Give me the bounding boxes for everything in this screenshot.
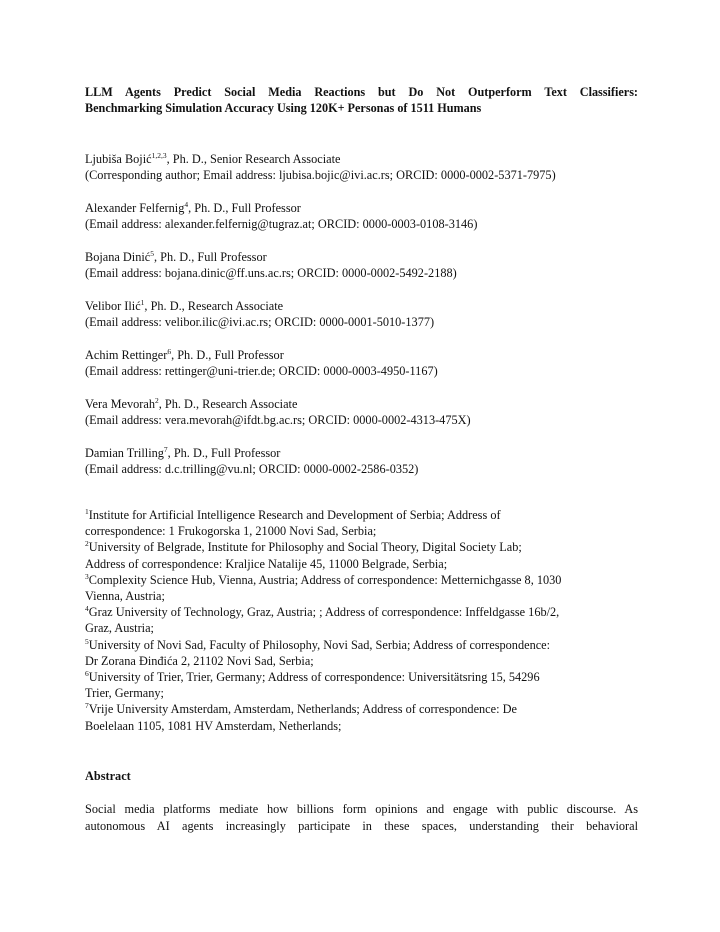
author-name: Achim Rettinger (85, 348, 168, 362)
author-role: , Ph. D., Full Professor (171, 348, 284, 362)
affiliation-number: 5 (85, 636, 89, 646)
affiliation-number: 3 (85, 571, 89, 581)
author-contact: (Email address: d.c.trilling@vu.nl; ORCID: 0000-0002-2586-0352) (85, 462, 419, 477)
affiliation-line: Vienna, Austria; (85, 589, 165, 604)
author-affiliation-marker: 1 (140, 297, 145, 307)
author-name: Damian Trilling (85, 446, 164, 460)
abstract-line: Social media platforms mediate how billions form opinions and engage with public discourse. As (85, 802, 638, 816)
author-entry (85, 396, 645, 445)
author-list (85, 151, 645, 494)
author-contact: (Email address: velibor.ilic@ivi.ac.rs; ORCID: 0000-0001-5010-1377) (85, 315, 435, 330)
affiliation-line: University of Belgrade, Institute for Philosophy and Social Theory, Digital Society Lab; (88, 540, 522, 555)
title-line-1: LLM Agents Predict Social Media Reactions but Do Not Outperform Text Classifiers: (85, 85, 638, 99)
author-role: , Ph. D., Research Associate (158, 397, 298, 411)
author-affiliation-marker: 6 (167, 346, 172, 356)
affiliation-line: Graz, Austria; (85, 621, 154, 636)
affiliation-list (85, 507, 645, 734)
author-role: , Ph. D., Senior Research Associate (166, 152, 341, 166)
affiliation-entry (85, 507, 645, 539)
affiliation-number: 2 (85, 539, 89, 549)
abstract-line: autonomous AI agents increasingly participate in these spaces, understanding their behavioral (85, 819, 638, 833)
affiliation-number: 1 (85, 506, 89, 516)
author-name: Bojana Dinić (85, 250, 151, 264)
title-line-2: Benchmarking Simulation Accuracy Using 120K+ Personas of 1511 Humans (85, 100, 482, 115)
affiliation-number: 4 (85, 604, 89, 614)
affiliation-line: University of Trier, Trier, Germany; Address of correspondence: Universitätsring 15, 54296 (88, 670, 540, 685)
author-contact: (Email address: alexander.felfernig@tugraz.at; ORCID: 0000-0003-0108-3146) (85, 217, 478, 232)
author-name: Ljubiša Bojić (85, 152, 152, 166)
affiliation-line: Trier, Germany; (85, 686, 164, 701)
abstract-heading: Abstract (85, 769, 131, 783)
author-role: , Ph. D., Research Associate (144, 299, 284, 313)
author-affiliation-marker: 7 (163, 444, 168, 454)
affiliation-line: Graz University of Technology, Graz, Austria; ; Address of correspondence: Inffeldgasse 16b/2, (88, 605, 560, 620)
author-entry (85, 445, 645, 494)
affiliation-line: Dr Zorana Đinđića 2, 21102 Novi Sad, Serbia; (85, 653, 314, 668)
author-contact: (Email address: rettinger@uni-trier.de; ORCID: 0000-0003-4950-1167) (85, 364, 438, 379)
affiliation-line: Complexity Science Hub, Vienna, Austria; Address of correspondence: Metternichgasse 8, 1030 (88, 572, 562, 587)
affiliation-entry (85, 572, 645, 604)
affiliation-line: Address of correspondence: Kraljice Natalije 45, 11000 Belgrade, Serbia; (85, 556, 448, 571)
author-name: Velibor Ilić (85, 299, 141, 313)
affiliation-line: Boelelaan 1105, 1081 HV Amsterdam, Netherlands; (85, 718, 342, 733)
author-contact: (Email address: vera.mevorah@ifdt.bg.ac.rs; ORCID: 0000-0002-4313-475X) (85, 413, 471, 428)
author-entry (85, 298, 645, 347)
author-name: Alexander Felfernig (85, 201, 185, 215)
affiliation-line: University of Novi Sad, Faculty of Philosophy, Novi Sad, Serbia; Address of correspondence: (88, 637, 551, 652)
author-affiliation-marker: 5 (150, 248, 154, 258)
paper-title (85, 85, 638, 116)
author-entry (85, 200, 645, 249)
affiliation-entry (85, 637, 645, 669)
abstract-body (85, 801, 638, 835)
affiliation-entry (85, 539, 645, 571)
author-role: , Ph. D., Full Professor (167, 446, 281, 460)
affiliation-number: 7 (85, 701, 89, 711)
author-name: Vera Mevorah (85, 397, 155, 411)
affiliation-line: correspondence: 1 Frukogorska 1, 21000 Novi Sad, Serbia; (85, 524, 377, 539)
affiliation-entry (85, 701, 645, 733)
author-role: , Ph. D., Full Professor (188, 201, 301, 215)
author-entry (85, 249, 645, 298)
affiliation-number: 6 (85, 668, 89, 678)
author-affiliation-marker: 4 (184, 199, 189, 209)
author-role: , Ph. D., Full Professor (153, 250, 267, 264)
author-entry (85, 151, 645, 200)
author-affiliation-marker: 2 (155, 395, 159, 405)
affiliation-entry (85, 604, 645, 636)
affiliation-entry (85, 669, 645, 701)
author-affiliation-marker: 1,2,3 (151, 150, 167, 160)
affiliation-line: Vrije University Amsterdam, Amsterdam, Netherlands; Address of correspondence: De (88, 702, 517, 717)
affiliation-line: Institute for Artificial Intelligence Research and Development of Serbia; Address of (88, 508, 501, 522)
author-contact: (Email address: bojana.dinic@ff.uns.ac.rs; ORCID: 0000-0002-5492-2188) (85, 266, 457, 281)
author-contact: (Corresponding author; Email address: ljubisa.bojic@ivi.ac.rs; ORCID: 0000-0002-5371-7975) (85, 168, 556, 183)
author-entry (85, 347, 645, 396)
